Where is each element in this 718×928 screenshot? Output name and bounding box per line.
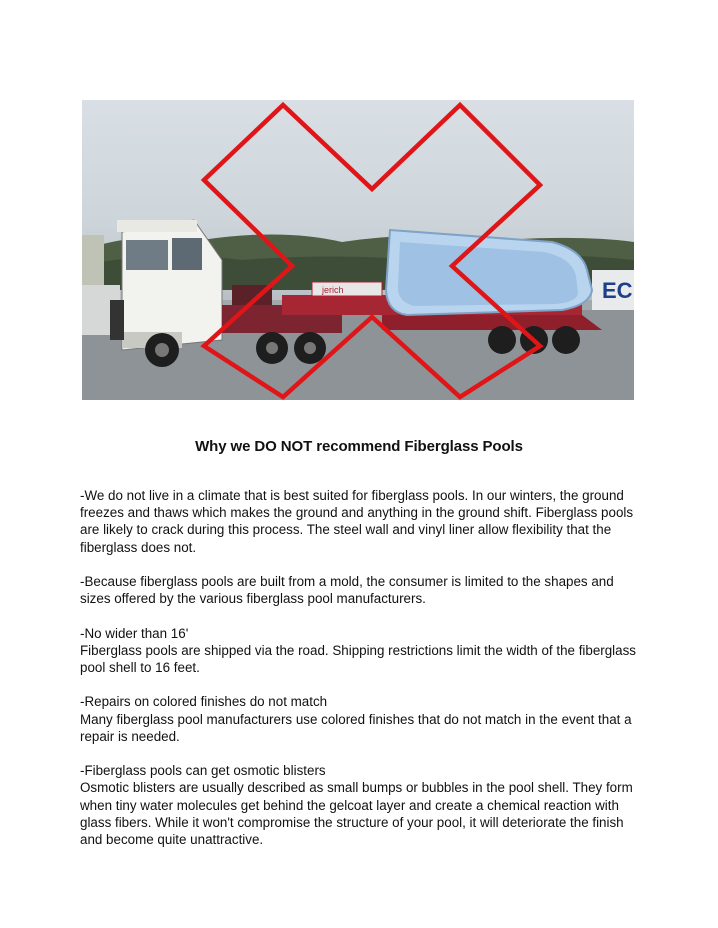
- paragraph-text: -Because fiberglass pools are built from a mold, the consumer is limited to the shapes and sizes offered by the various fiberglass pool manufacturers.: [80, 574, 614, 607]
- paragraph: [80, 693, 642, 745]
- paragraph: [80, 625, 642, 677]
- trailer-sign-text: jerich: [322, 285, 344, 295]
- paragraph-text: -We do not live in a climate that is best suited for fiberglass pools. In our winters, the ground freezes and thaws which makes the ground and anything in the ground shift. Fiberglass pools are likely to crack during this process. The steel wall and vinyl liner allow flexibility that the fiberglass does not.: [80, 488, 634, 555]
- side-logo-text: EC: [602, 278, 633, 303]
- paragraph-heading: -Repairs on colored finishes do not match: [80, 694, 328, 710]
- truck-with-pool-photo: [82, 100, 634, 400]
- paragraph: [80, 762, 642, 848]
- paragraph-heading: -No wider than 16': [80, 625, 189, 641]
- paragraph-text: Osmotic blisters are usually described as small bumps or bubbles in the pool shell. They form when tiny water molecules get behind the gelcoat layer and create a chemical reaction with glass fibers. While it won't compromise the structure of your pool, it will deteriorate the finish and become quite unattractive.: [80, 780, 633, 847]
- page-title: Why we DO NOT recommend Fiberglass Pools: [195, 438, 523, 455]
- paragraph: [80, 487, 642, 556]
- paragraph-heading: -Fiberglass pools can get osmotic blisters: [80, 763, 326, 779]
- paragraph: [80, 573, 642, 607]
- body-text: [80, 487, 642, 865]
- paragraph-text: Many fiberglass pool manufacturers use colored finishes that do not match in the event that a repair is needed.: [80, 711, 632, 744]
- photo-illustration: [82, 100, 634, 400]
- paragraph-text: Fiberglass pools are shipped via the road. Shipping restrictions limit the width of the fiberglass pool shell to 16 feet.: [80, 642, 636, 675]
